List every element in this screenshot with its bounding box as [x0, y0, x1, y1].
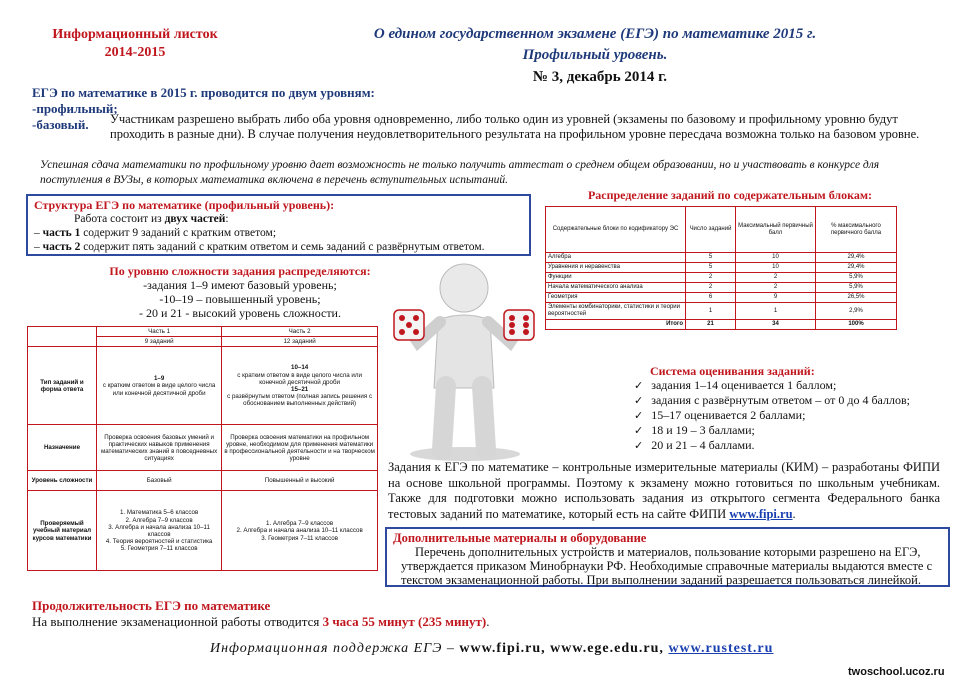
structure-box — [26, 194, 531, 256]
dist-cell-count: 1 — [686, 303, 736, 320]
type1-range: 1–9 — [153, 375, 165, 383]
table-cell-level1: Базовый — [97, 471, 222, 491]
dist-cell-count: 2 — [686, 273, 736, 283]
dist-cell-count: 2 — [686, 283, 736, 293]
die-icon — [504, 310, 534, 340]
dist-cell-block: Уравнения и неравенства — [546, 263, 686, 273]
difficulty-item: -10–19 – повышенный уровень; — [159, 292, 321, 306]
extra-materials-box — [385, 527, 950, 587]
duration-text: На выполнение экзаменационной работы отводится — [32, 614, 320, 629]
grading-list — [634, 378, 910, 453]
dist-cell-score: 1 — [736, 303, 816, 320]
structure-intro-bold: двух частей — [164, 213, 226, 225]
dist-cell-count: 5 — [686, 263, 736, 273]
part2-text: содержит пять заданий с кратким ответом и семь заданий с развёрнутым ответом. — [83, 241, 485, 253]
dist-cell-percent: 2,9% — [816, 303, 897, 320]
part2-dash: – — [34, 241, 40, 253]
dist-cell-percent: 26,5% — [816, 293, 897, 303]
course-item: 3. Геометрия 7–11 классов — [261, 534, 339, 542]
distribution-title: Распределение заданий по содержательным блокам: — [587, 188, 873, 202]
ege-label: ЕГЭ — [32, 85, 58, 100]
table-cell-level2: Повышенный и высокий — [222, 471, 378, 491]
difficulty-item: -задания 1–9 имеют базовый уровень; — [143, 278, 337, 292]
row-header-level: Уровень сложности — [28, 471, 97, 491]
dist-cell-count: 21 — [686, 320, 736, 330]
footer-sites: www.fipi.ru, www.ege.edu.ru, — [459, 641, 664, 656]
row-header-type: Тип заданий и форма ответа — [28, 347, 97, 425]
structure-title: Структура ЕГЭ по математике (профильный уровень): — [34, 198, 335, 212]
level-basic: -базовый. — [32, 117, 89, 132]
table-row — [546, 263, 897, 273]
type2-text: с кратким ответом в виде целого числа или конечной десятичной дроби — [237, 371, 362, 386]
duration-section — [32, 598, 489, 630]
info-sheet-heading: Информационный листок — [52, 27, 218, 42]
structure-intro-suffix: : — [225, 213, 229, 225]
table-row — [546, 273, 897, 283]
course-item: 1. Математика 5–6 классов — [119, 509, 199, 517]
dist-cell-score: 34 — [736, 320, 816, 330]
table-row — [546, 293, 897, 303]
in-label: в — [150, 85, 158, 100]
dist-header: Максимальный первичный балл — [736, 207, 816, 253]
table-row — [546, 253, 897, 263]
dist-header: Число заданий — [686, 207, 736, 253]
kim-text: Задания к ЕГЭ по математике – контрольные измерительные материалы (КИМ) – разработаны ФИПИ на основе школьной программы. Поэтому к экзамену можно готовиться по школьным учебникам. Также для подготовки можно использовать задания из открытого сегмента Федерального банка тестовых заданий по математике, который есть на сайте ФИПИ — [388, 460, 940, 521]
dist-cell-block: Элементы комбинаторики, статистики и теории вероятностей — [546, 303, 686, 320]
part1-text: содержит 9 заданий с кратким ответом; — [83, 227, 277, 239]
type2-range: 10–14 — [291, 364, 309, 372]
grading-title: Система оценивания заданий: — [650, 364, 815, 378]
dist-cell-score: 2 — [736, 273, 816, 283]
dist-cell-count: 6 — [686, 293, 736, 303]
part1-label: часть 1 — [42, 227, 81, 239]
structure-intro-prefix: Работа состоит из — [74, 213, 162, 225]
list-item: ✓ 15–17 оценивается 2 баллами; — [634, 408, 910, 423]
list-item: ✓ 18 и 19 – 3 баллами; — [634, 423, 910, 438]
part2-label: часть 2 — [42, 241, 81, 253]
die-icon — [394, 310, 424, 340]
fipi-link[interactable]: www.fipi.ru — [729, 506, 793, 521]
dist-header: % максимального первичного балла — [816, 207, 897, 253]
table-cell-courses2 — [222, 491, 378, 571]
dist-cell-score: 10 — [736, 253, 816, 263]
table-cell-type1 — [97, 347, 222, 425]
figure-with-dice-illustration — [390, 258, 540, 463]
dist-cell-block: Геометрия — [546, 293, 686, 303]
rustest-link[interactable]: www.rustest.ru — [668, 641, 774, 656]
duration-title: Продолжительность ЕГЭ по математике — [32, 598, 271, 613]
dist-cell-percent: 29,4% — [816, 253, 897, 263]
duration-value: 3 часа 55 минут (235 минут) — [322, 614, 487, 629]
page-title — [345, 24, 845, 66]
exam-structure-table — [27, 326, 378, 571]
type2-text2: с развёрнутым ответом (полная запись решения с обоснованием выполненных действий) — [227, 393, 373, 408]
dist-cell-percent: 29,4% — [816, 263, 897, 273]
dist-header: Содержательные блоки по кодификатору ЭС — [546, 207, 686, 253]
issue-number: № 3, декабрь 2014 г. — [532, 69, 668, 85]
table-header-part1: Часть 1 — [97, 327, 222, 337]
dist-cell-percent: 5,9% — [816, 273, 897, 283]
rules-paragraph: Участникам разрешено выбрать либо оба уровня одновременно, либо только один из уровней (экзамены по базовому и профильному уровню будут проходить в разные дни). В случае получения неудовлетворительного результата на профильном уровне пересдача возможна только на базовом уровне. — [110, 112, 920, 141]
dist-cell-score: 9 — [736, 293, 816, 303]
table-corner — [28, 327, 97, 347]
extra-title: Дополнительные материалы и оборудование — [393, 531, 647, 545]
dist-cell-total-label: Итого — [546, 320, 686, 330]
course-item: 2. Алгебра 7–9 классов — [125, 516, 193, 524]
watermark: twoschool.ucoz.ru — [848, 666, 945, 678]
info-sheet-title — [40, 26, 230, 62]
levels-rest: 2015 г. проводится по двум уровням: — [160, 85, 375, 100]
dist-cell-block: Функции — [546, 273, 686, 283]
success-paragraph: Успешная сдача математики по профильному уровню дает возможность не только получить аттестат о среднем общем образовании, но и участвовать в конкурсе для поступления в ВУЗы, в которых математика включена в перечень вступительных испытаний. — [40, 159, 880, 186]
course-item: 4. Теория вероятностей и статистика — [105, 538, 213, 546]
table-row — [546, 283, 897, 293]
extra-text: Перечень дополнительных устройств и материалов, пользование которыми разрешено на ЕГЭ, утверждается приказом Минобрнауки РФ. Необходимые справочные материалы выдаются вместе с текстом экзаменационной работы. При выполнении заданий разрешается пользоваться линейкой. — [401, 545, 933, 587]
dist-cell-score: 10 — [736, 263, 816, 273]
table-header-part2: Часть 2 — [222, 327, 378, 337]
type2-range2: 15–21 — [291, 385, 309, 393]
footer-label: Информационная поддержка ЕГЭ – — [210, 641, 455, 656]
dist-cell-block: Начала математического анализа — [546, 283, 686, 293]
table-row — [546, 303, 897, 320]
course-item: 1. Алгебра 7–9 классов — [266, 520, 334, 528]
course-item: 3. Алгебра и начала анализа 10–11 классов — [108, 523, 210, 538]
dist-cell-percent: 100% — [816, 320, 897, 330]
part1-dash: – — [34, 227, 40, 239]
table-cell-type2 — [222, 347, 378, 425]
dist-cell-score: 2 — [736, 283, 816, 293]
dist-cell-percent: 5,9% — [816, 283, 897, 293]
dist-cell-block: Алгебра — [546, 253, 686, 263]
list-item: ✓ задания 1–14 оценивается 1 баллом; — [634, 378, 910, 393]
dist-cell-count: 5 — [686, 253, 736, 263]
list-item: ✓ задания с развёрнутым ответом – от 0 до 4 баллов; — [634, 393, 910, 408]
table-cell-purpose2: Проверка освоения математики на профильном уровне, необходимом для применения математики в профессиональной деятельности и на творческом уровне — [222, 425, 378, 471]
footer — [210, 641, 830, 657]
table-cell-purpose1: Проверка освоения базовых умений и практических навыков применения математических знаний в повседневных ситуациях — [97, 425, 222, 471]
difficulty-section — [60, 264, 420, 320]
table-part1-count: 9 заданий — [97, 337, 222, 347]
po-label: по — [61, 85, 76, 100]
page-title-line1: О едином государственном экзамене (ЕГЭ) по математике 2015 г. — [373, 26, 817, 42]
page-title-line2: Профильный уровень. — [522, 47, 668, 63]
course-item: 5. Геометрия 7–11 классов — [120, 545, 198, 553]
list-item: ✓ 20 и 21 – 4 баллами. — [634, 438, 910, 453]
kim-paragraph — [388, 460, 940, 522]
difficulty-item: - 20 и 21 - высокий уровень сложности. — [139, 306, 341, 320]
distribution-table — [545, 206, 897, 330]
row-header-courses: Проверяемый учебный материал курсов математики — [28, 491, 97, 571]
math-label: математике — [78, 85, 148, 100]
type1-text: с кратким ответом в виде целого числа или конечной десятичной дроби — [102, 382, 216, 397]
row-header-purpose: Назначение — [28, 425, 97, 471]
info-sheet-years: 2014-2015 — [104, 45, 166, 60]
table-part2-count: 12 заданий — [222, 337, 378, 347]
course-item: 2. Алгебра и начала анализа 10–11 классов — [236, 527, 363, 535]
difficulty-title: По уровню сложности задания распределяются: — [109, 264, 371, 278]
kim-end: . — [792, 506, 796, 521]
level-profile: -профильный; — [32, 101, 118, 116]
duration-end: . — [486, 614, 490, 629]
table-cell-courses1 — [97, 491, 222, 571]
table-row — [546, 320, 897, 330]
